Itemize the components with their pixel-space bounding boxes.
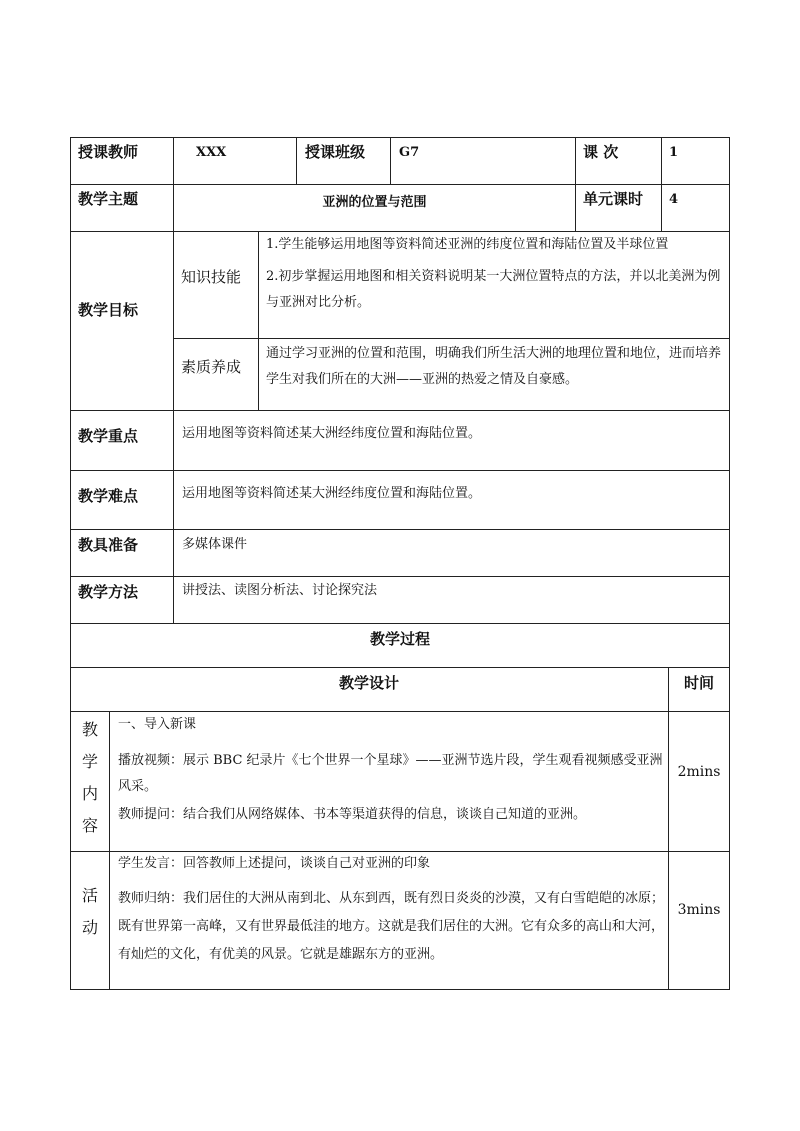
content-line: 教师提问：结合我们从网络媒体、书本等渠道获得的信息，谈谈自己知道的亚洲。: [118, 807, 587, 822]
vertical-char: 教: [81, 720, 98, 739]
vertical-char: 学: [81, 752, 98, 771]
rule: [173, 231, 174, 623]
vertical-char: 内: [81, 784, 98, 803]
teacher-value: XXX: [196, 145, 227, 160]
rule: [729, 137, 730, 990]
class-value: G7: [399, 145, 420, 160]
literacy-text: 通过学习亚洲的位置和范围，明确我们所生活大洲的地理位置和地位，进而培养学生对我们所在的大洲——亚洲的热爱之情及自豪感。: [266, 346, 722, 387]
difficulty-text: 运用地图等资料简述某大洲经纬度位置和海陆位置。: [182, 486, 482, 501]
topic-value: 亚洲的位置与范围: [322, 195, 427, 210]
section2-time: 3mins: [677, 902, 721, 918]
content-line: 一、导入新课: [118, 717, 197, 732]
rule: [575, 137, 576, 231]
rule: [70, 989, 730, 990]
session-value: 1: [669, 145, 679, 160]
class-label: 授课班级: [305, 143, 366, 161]
rule: [70, 667, 730, 668]
literacy-label: 素质养成: [181, 358, 242, 376]
rule: [661, 137, 662, 231]
rule: [70, 470, 730, 471]
vertical-char: 容: [81, 816, 98, 835]
key-point-text: 运用地图等资料简述某大洲经纬度位置和海陆位置。: [182, 426, 482, 441]
rule: [70, 623, 730, 624]
knowledge-item: 2.初步掌握运用地图和相关资料说明某一大洲位置特点的方法，并以北美洲为例与亚洲对比分析。: [266, 269, 721, 310]
rule: [70, 410, 730, 411]
content-line: 学生发言：回答教师上述提问，谈谈自己对亚洲的印象: [118, 856, 431, 871]
difficulty-label: 教学难点: [78, 487, 139, 505]
rule: [390, 137, 391, 184]
rule: [258, 231, 259, 410]
section1-content: [118, 712, 664, 828]
rule: [173, 137, 174, 231]
rule: [70, 137, 71, 990]
key-point-label: 教学重点: [78, 427, 139, 445]
design-header: 教学设计: [338, 674, 399, 692]
tools-label: 教具准备: [78, 536, 139, 554]
objectives-label: 教学目标: [78, 301, 139, 319]
method-label: 教学方法: [78, 583, 139, 601]
knowledge-item: 1.学生能够运用地图等资料简述亚洲的纬度位置和海陆位置及半球位置: [266, 237, 669, 252]
rule: [70, 576, 730, 577]
rule: [70, 529, 730, 530]
vertical-char: 活: [81, 886, 98, 905]
rule: [109, 711, 110, 989]
time-header: 时间: [683, 674, 714, 692]
teacher-label: 授课教师: [78, 143, 139, 161]
tools-text: 多媒体课件: [182, 537, 248, 552]
process-title: 教学过程: [369, 630, 430, 648]
section2-vertical-label: [71, 880, 109, 944]
topic-label: 教学主题: [78, 190, 139, 208]
rule: [296, 137, 297, 184]
knowledge-label: 知识技能: [181, 268, 242, 286]
unit-label: 单元课时: [583, 190, 644, 208]
method-text: 讲授法、读图分析法、讨论探究法: [182, 583, 378, 598]
rule: [70, 137, 730, 138]
rule: [668, 667, 669, 989]
section1-vertical-label: [71, 714, 109, 842]
content-line: 教师归纳：我们居住的大洲从南到北、从东到西，既有烈日炎炎的沙漠，又有白雪皑皑的冰原；既有世界第一高峰，又有世界最低洼的地方。这就是我们居住的大洲。它有众多的高山和大河，有灿烂的文化，有优美的风景。它就是雄踞东方的亚洲。: [118, 891, 665, 962]
content-line: 播放视频：展示 BBC 纪录片《七个世界一个星球》——亚洲节选片段，学生观看视频感受亚洲风采。: [118, 753, 663, 794]
rule: [70, 184, 730, 185]
section1-time: 2mins: [677, 764, 721, 780]
vertical-char: 动: [81, 918, 98, 937]
unit-value: 4: [669, 192, 679, 207]
rule: [173, 338, 730, 339]
knowledge-text: [266, 232, 724, 316]
section2-content: [118, 851, 664, 969]
session-label: 课 次: [583, 143, 619, 161]
